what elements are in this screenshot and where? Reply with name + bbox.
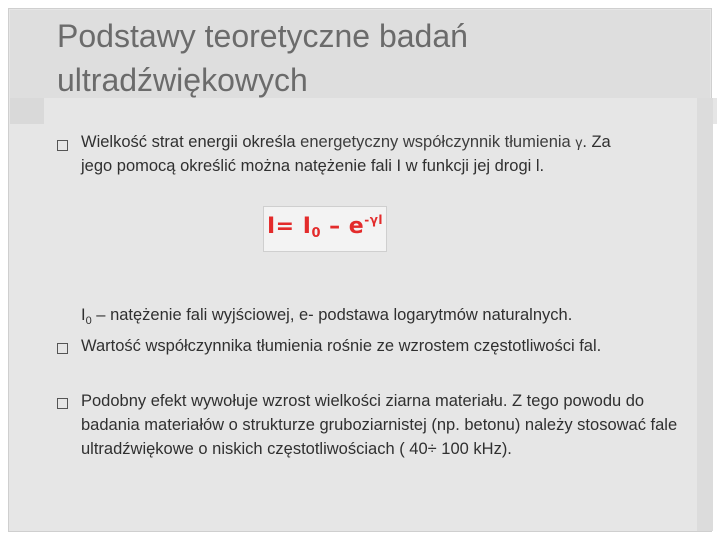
formula-box xyxy=(263,206,387,252)
slide-title: Podstawy teoretyczne badań ultradźwiękowych xyxy=(57,18,468,98)
formula-note xyxy=(81,303,691,333)
bullet-1-before: Wielkość strat energii określa xyxy=(81,133,301,151)
formula-lhs: I= I xyxy=(266,214,312,239)
formula xyxy=(264,213,386,241)
bullet-marker xyxy=(57,343,68,354)
accent-block xyxy=(10,98,44,124)
note-sub: 0 xyxy=(85,315,92,327)
bullet-1-text xyxy=(81,130,641,178)
note-text: – natężenie fali wyjściowej, e- podstawa logarytmów naturalnych. xyxy=(91,306,573,324)
gamma-symbol: γ xyxy=(575,134,583,150)
formula-mid: – e xyxy=(320,214,365,239)
bullet-marker xyxy=(57,140,68,151)
bullet-marker xyxy=(57,398,68,409)
bullet-2-text: Wartość współczynnika tłumienia rośnie ze wzrostem częstotliwości fal. xyxy=(81,337,602,355)
formula-sub: 0 xyxy=(311,226,321,241)
right-rail xyxy=(697,98,713,531)
bullet-1-after: . Za jego pomocą określić można natężenie fali I w funkcji jej drogi l. xyxy=(81,133,611,175)
bullet-1-highlight: energetyczny współczynnik tłumienia xyxy=(300,133,576,151)
note-symbol: I xyxy=(81,306,86,324)
bullet-3-text: Podobny efekt wywołuje wzrost wielkości ziarna materiału. Z tego powodu do badania materiałów o strukturze gruboziarnistej (np. betonu) należy stosować fale ultradźwiękowe o niskich częstotliwościach ( 40÷ 100 kHz). xyxy=(81,392,678,458)
formula-sup: -γl xyxy=(364,213,384,227)
